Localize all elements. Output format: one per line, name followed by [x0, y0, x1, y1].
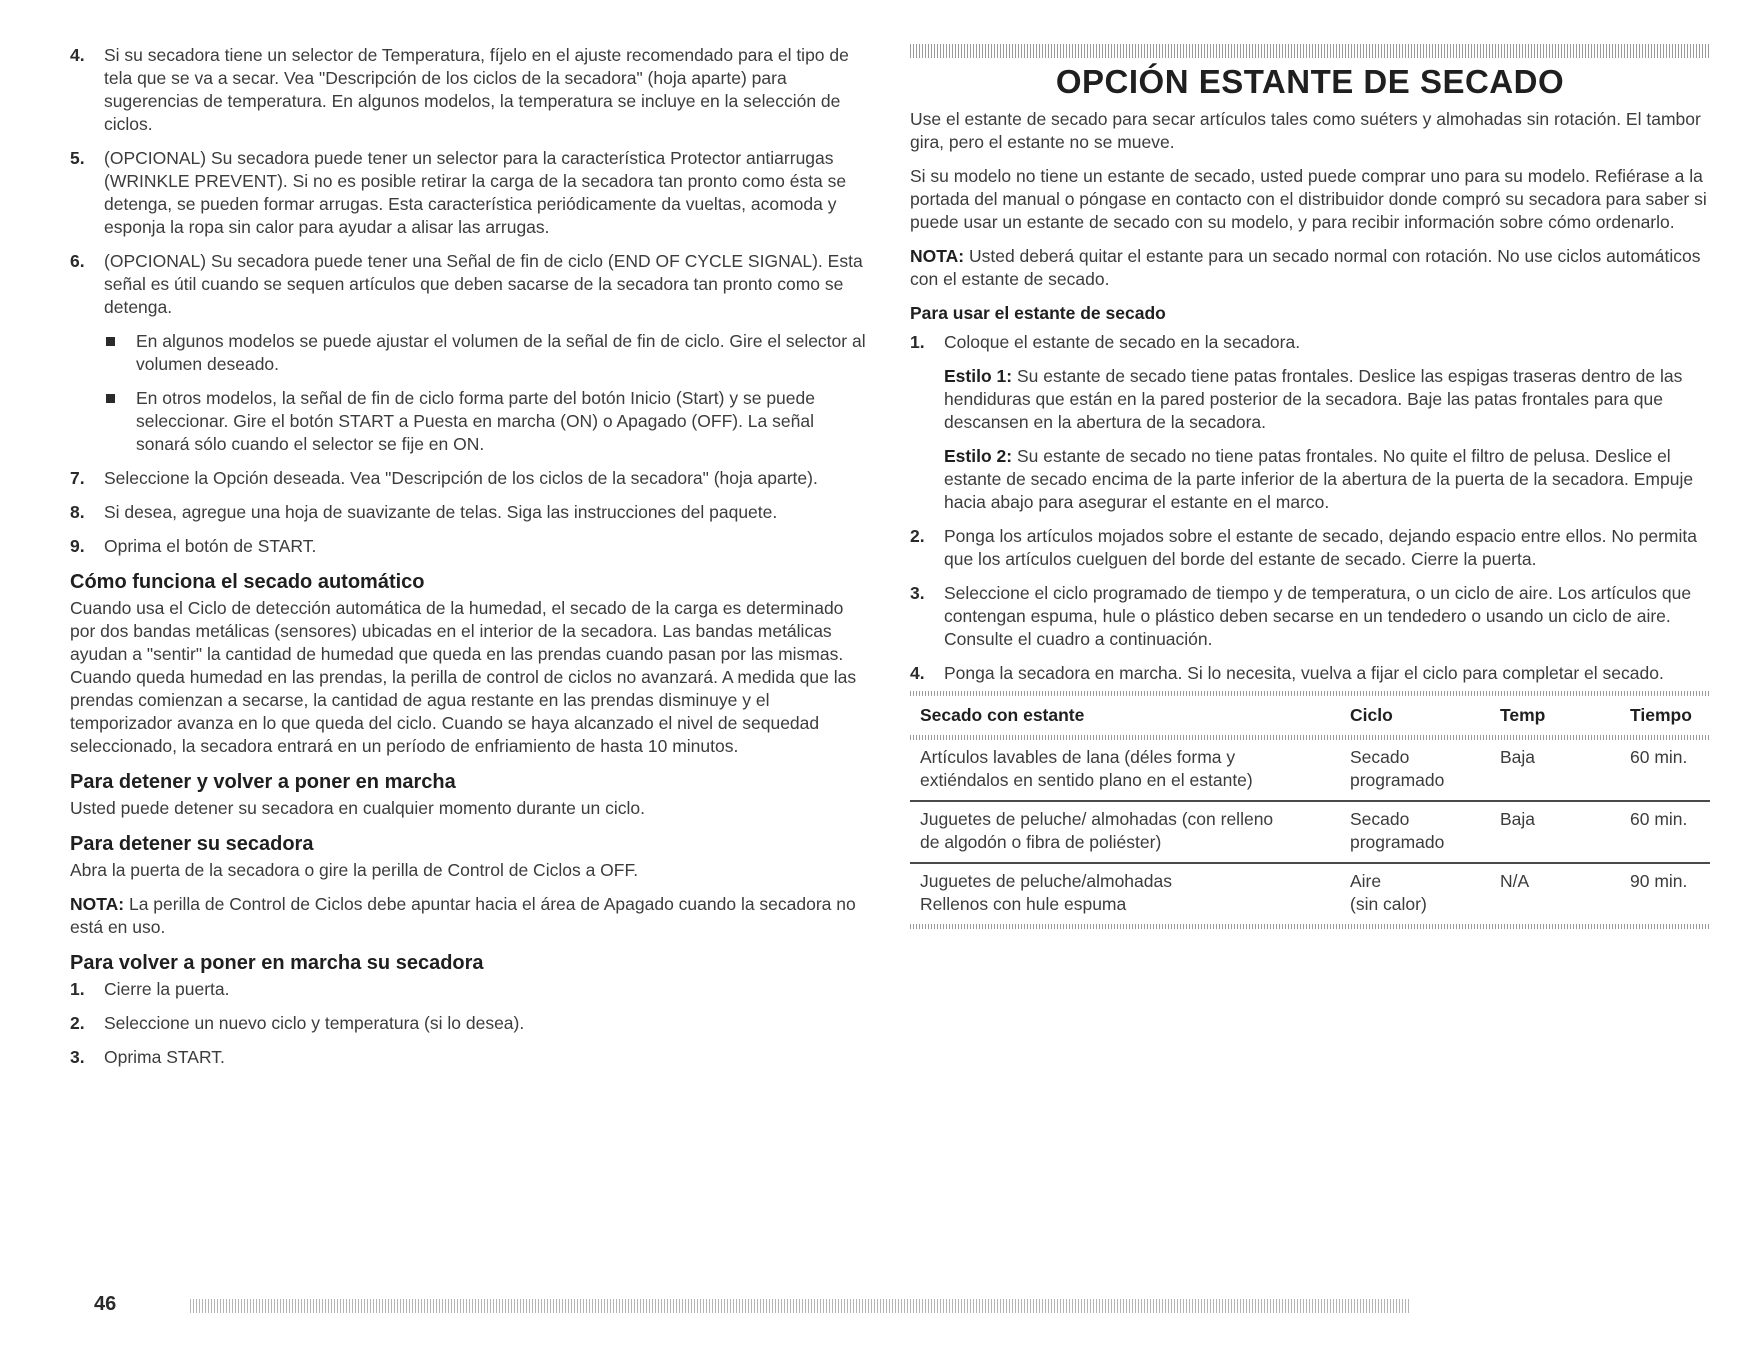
intro-paragraph-1: Use el estante de secado para secar artículos tales como suéters y almohadas sin rotación. El tambor gira, pero el estante no se mueve. [910, 109, 1701, 152]
page-number: 46 [94, 1293, 117, 1315]
auto-drying-heading: Cómo funciona el secado automático [70, 571, 425, 593]
footer-dotted-bar [190, 1299, 1410, 1313]
stop-restart-text: Usted puede detener su secadora en cualquier momento durante un ciclo. [70, 798, 645, 818]
page-footer [70, 1293, 1680, 1319]
style-2-text: Estilo 2: Su estante de secado no tiene patas frontales. No quite el filtro de pelusa. Deslice el estante de secado encima de la parte inferior de la abertura de la puerta de la secadora. Empuje hacia abajo para asegurar el estante en el marco. [944, 446, 1694, 512]
rack-step-4: 4. Ponga la secadora en marcha. Si lo necesita, vuelva a fijar el ciclo para completar el secado. [910, 663, 1664, 683]
bullet-square-icon [106, 394, 115, 403]
stop-restart-heading: Para detener y volver a poner en marcha [70, 771, 456, 793]
table-row: Artículos lavables de lana (déles forma y extiéndalos en sentido plano en el estante) Secado programado Baja 60 min. [910, 740, 1710, 801]
intro-paragraph-2: Si su modelo no tiene un estante de secado, usted puede comprar uno para su modelo. Refiérase a la portada del manual o póngase en contacto con el distribuidor donde compró su secadora para saber si puede usar un estante de secado con su modelo, y para recibir información sobre cómo ordenarlo. [910, 166, 1707, 232]
restart-step-3: 3. Oprima START. [70, 1047, 225, 1067]
left-column [70, 44, 870, 1080]
bullet-item: En algunos modelos se puede ajustar el volumen de la señal de fin de ciclo. Gire el selector al volumen deseado. [70, 330, 870, 376]
header-time: Tiempo [1630, 705, 1692, 725]
step-7: 7. Seleccione la Opción deseada. Vea "Descripción de los ciclos de la secadora" (hoja aparte). [70, 468, 818, 488]
header-item: Secado con estante [920, 705, 1085, 725]
right-column [910, 44, 1710, 929]
step-5: 5. (OPCIONAL) Su secadora puede tener un selector para la característica Protector antiarrugas (WRINKLE PREVENT). Si no es posible retirar la carga de la secadora tan pronto como ésta se detenga, se pueden formar arrugas. Esta característica periódicamente da vueltas, acomoda y esponja la ropa sin calor para ayudar a alisar las arrugas. [70, 148, 847, 237]
style-1-text: Estilo 1: Su estante de secado tiene patas frontales. Deslice las espigas traseras dentro de las hendiduras que están en la pared posterior de la secadora. Baje las patas frontales para que descansen en la abertura de la secadora. [944, 366, 1683, 432]
restart-step-2: 2. Seleccione un nuevo ciclo y temperatura (si lo desea). [70, 1013, 525, 1033]
table-row: Juguetes de peluche/almohadas Rellenos con hule espuma Aire (sin calor) N/A 90 min. [920, 871, 1688, 914]
stop-note: NOTA: La perilla de Control de Ciclos debe apuntar hacia el área de Apagado cuando la secadora no está en uso. [70, 894, 856, 937]
auto-drying-text: Cuando usa el Ciclo de detección automática de la humedad, el secado de la carga es determinado por dos bandas metálicas (sensores) ubicadas en el interior de la secadora. Las bandas metálicas ayudan a "sentir" la cantidad de humedad que queda en las prendas cuando pasan por las mismas. Cuando queda humedad en las prendas, la perilla de control de ciclos no avanzará. A medida que las prendas comienzan a secarse, la cantidad de agua restante en las prendas disminuye y el temporizador avanza en lo que queda del ciclo. Cuando se haya alcanzado el nivel de sequedad seleccionado, la secadora entrará en un período de enfriamiento de hasta 10 minutos. [70, 598, 857, 756]
rack-note: NOTA: Usted deberá quitar el estante para un secado normal con rotación. No use ciclos automáticos con el estante de secado. [910, 246, 1701, 289]
step-9: 9. Oprima el botón de START. [70, 536, 317, 556]
stop-heading: Para detener su secadora [70, 833, 314, 855]
restart-heading: Para volver a poner en marcha su secadora [70, 952, 484, 974]
rack-step-3: 3. Seleccione el ciclo programado de tiempo y de temperatura, o un ciclo de aire. Los artículos que contengan espuma, hule o plástico deben secarse en un tendedero o usando un ciclo de aire. Consulte el cuadro a continuación. [910, 583, 1692, 649]
table-row: Juguetes de peluche/ almohadas (con relleno de algodón o fibra de poliéster) Secado programado Baja 60 min. [910, 801, 1710, 863]
section-dotted-bar [910, 44, 1710, 58]
section-title: OPCIÓN ESTANTE DE SECADO [1055, 63, 1565, 100]
rack-step-2: 2. Ponga los artículos mojados sobre el estante de secado, dejando espacio entre ellos. No permita que los artículos cuelguen del borde del estante de secado. Cierre la puerta. [910, 526, 1697, 569]
rack-drying-table [910, 696, 1710, 929]
use-rack-heading: Para usar el estante de secado [910, 303, 1166, 323]
step-4: 4. Si su secadora tiene un selector de Temperatura, fíjelo en el ajuste recomendado para el tipo de tela que se va a secar. Vea "Descripción de los ciclos de la secadora" (hoja aparte) para sugerencias de temperatura. En algunos modelos, la temperatura se incluye en la selección de ciclos. [70, 45, 849, 134]
bullet-item: En otros modelos, la señal de fin de ciclo forma parte del botón Inicio (Start) y se puede seleccionar. Gire el botón START a Puesta en marcha (ON) o Apagado (OFF). La señal sonará sólo cuando el selector se fije en ON. [70, 387, 870, 456]
stop-text: Abra la puerta de la secadora o gire la perilla de Control de Ciclos a OFF. [70, 860, 639, 880]
restart-step-1: 1. Cierre la puerta. [70, 979, 230, 999]
header-cycle: Ciclo [1350, 705, 1393, 725]
table-header-row [910, 696, 1710, 735]
table-bottom-dotted-rule [910, 924, 1710, 929]
rack-step-1: 1. Coloque el estante de secado en la secadora. [910, 332, 1301, 352]
step-8: 8. Si desea, agregue una hoja de suavizante de telas. Siga las instrucciones del paquete. [70, 502, 778, 522]
bullet-square-icon [106, 337, 115, 346]
header-temp: Temp [1500, 705, 1546, 725]
step-6: 6. (OPCIONAL) Su secadora puede tener una Señal de fin de ciclo (END OF CYCLE SIGNAL). Esta señal es útil cuando se sequen artículos que deben sacarse de la secadora tan pronto como se detenga. [70, 251, 863, 317]
